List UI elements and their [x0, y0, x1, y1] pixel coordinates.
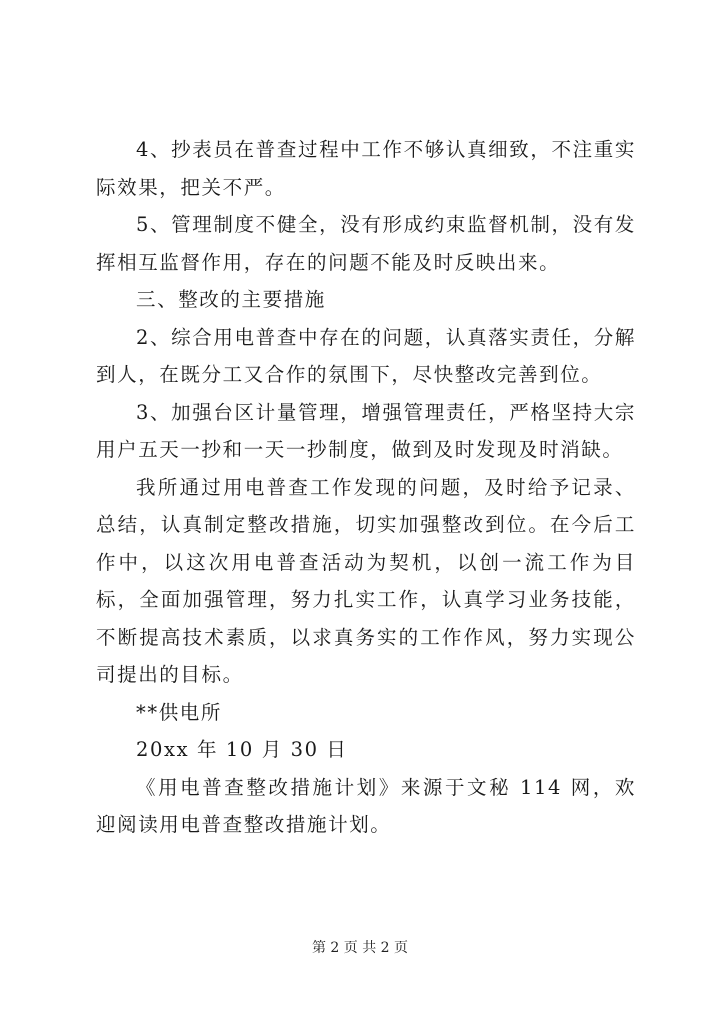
paragraph-measure-3: 3、加强台区计量管理，增强管理责任，严格坚持大宗用户五天一抄和一天一抄制度，做到及时发现及时消缺。	[96, 400, 636, 461]
paragraph-measure-2: 2、综合用电普查中存在的问题，认真落实责任，分解到人，在既分工又合作的氛围下，尽快整改完善到位。	[96, 325, 636, 386]
signature-organization: **供电所	[136, 700, 222, 724]
document-body	[96, 131, 636, 844]
source-note: 《用电普查整改措施计划》来源于文秘 114 网，欢迎阅读用电普查整改措施计划。	[96, 775, 636, 836]
section-heading-measures: 三、整改的主要措施	[136, 288, 326, 311]
page-number-footer: 第 2 页 共 2 页	[311, 940, 409, 956]
paragraph-issue-5: 5、管理制度不健全，没有形成约束监督机制，没有发挥相互监督作用，存在的问题不能及时反映出来。	[96, 213, 636, 274]
paragraph-issue-4: 4、抄表员在普查过程中工作不够认真细致，不注重实际效果，把关不严。	[96, 138, 636, 199]
paragraph-summary: 我所通过用电普查工作发现的问题，及时给予记录、总结，认真制定整改措施，切实加强整改到位。在今后工作中，以这次用电普查活动为契机，以创一流工作为目标，全面加强管理，努力扎实工作，认真学习业务技能，不断提高技术素质，以求真务实的工作作风，努力实现公司提出的目标。	[96, 475, 636, 686]
signature-date: 20xx 年 10 月 30 日	[136, 738, 348, 761]
